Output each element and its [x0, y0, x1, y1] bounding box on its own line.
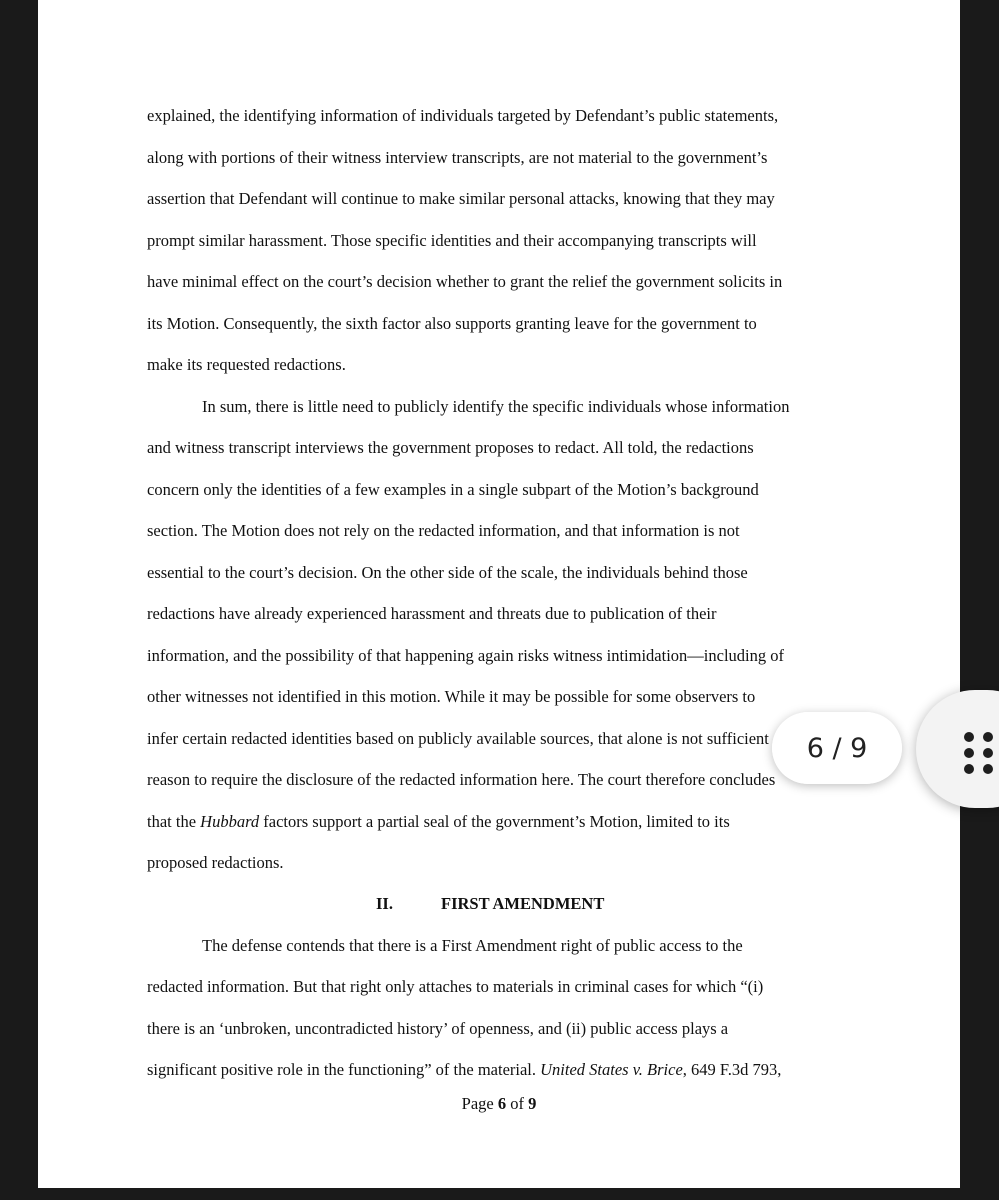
text-run: factors support a partial seal of the government’s Motion, limited to its — [259, 812, 730, 831]
text-line: explained, the identifying information of individuals targeted by Defendant’s public statements, — [147, 106, 779, 125]
citation-italic: United States v. Brice — [540, 1060, 683, 1079]
text-line: In sum, there is little need to publicly identify the specific individuals whose information — [202, 397, 790, 416]
text-line: have minimal effect on the court’s decision whether to grant the relief the government solicits in — [147, 272, 783, 291]
text-line: essential to the court’s decision. On the other side of the scale, the individuals behind those — [147, 563, 748, 582]
footer-current-page: 6 — [497, 1094, 507, 1113]
text-line: concern only the identities of a few examples in a single subpart of the Motion’s background — [147, 480, 759, 499]
page-footer — [38, 1094, 960, 1114]
text-run: significant positive role in the functioning” of the material. — [147, 1060, 537, 1079]
text-line: redacted information. But that right only attaches to materials in criminal cases for which “(i) — [147, 977, 764, 996]
case-name-italic: Hubbard — [200, 812, 260, 831]
footer-page-word: Page — [461, 1094, 494, 1113]
dots-grid-icon — [964, 732, 999, 768]
text-line: there is an ‘unbroken, uncontradicted history’ of openness, and (ii) public access plays a — [147, 1019, 729, 1038]
text-line: assertion that Defendant will continue to make similar personal attacks, knowing that they may — [147, 189, 775, 208]
text-line-citation — [147, 1060, 781, 1080]
text-line: proposed redactions. — [147, 853, 284, 872]
document-page — [38, 0, 960, 1188]
section-number: II. — [376, 894, 393, 913]
page-indicator[interactable]: 6 / 9 — [772, 712, 902, 784]
text-line: and witness transcript interviews the government proposes to redact. All told, the redactions — [147, 438, 754, 457]
text-line: along with portions of their witness interview transcripts, are not material to the government’s — [147, 148, 768, 167]
footer-total-pages: 9 — [528, 1094, 537, 1113]
text-line: information, and the possibility of that happening again risks witness intimidation—including of — [147, 646, 784, 665]
text-line: The defense contends that there is a First Amendment right of public access to the — [202, 936, 743, 955]
text-line: infer certain redacted identities based on publicly available sources, that alone is not sufficient — [147, 729, 769, 748]
text-line: section. The Motion does not rely on the redacted information, and that information is not — [147, 521, 740, 540]
text-line: its Motion. Consequently, the sixth factor also supports granting leave for the government to — [147, 314, 757, 333]
text-run: , 649 F.3d 793, — [682, 1060, 782, 1079]
text-run: that the — [147, 812, 201, 831]
text-line: reason to require the disclosure of the redacted information here. The court therefore concludes — [147, 770, 776, 789]
section-title: FIRST AMENDMENT — [441, 894, 605, 913]
text-line: make its requested redactions. — [147, 355, 346, 374]
text-line: prompt similar harassment. Those specific identities and their accompanying transcripts will — [147, 231, 757, 250]
text-line: other witnesses not identified in this motion. While it may be possible for some observers to — [147, 687, 756, 706]
text-line: redactions have already experienced harassment and threats due to publication of their — [147, 604, 717, 623]
footer-of-word: of — [510, 1094, 524, 1113]
text-line-hubbard — [147, 812, 730, 832]
